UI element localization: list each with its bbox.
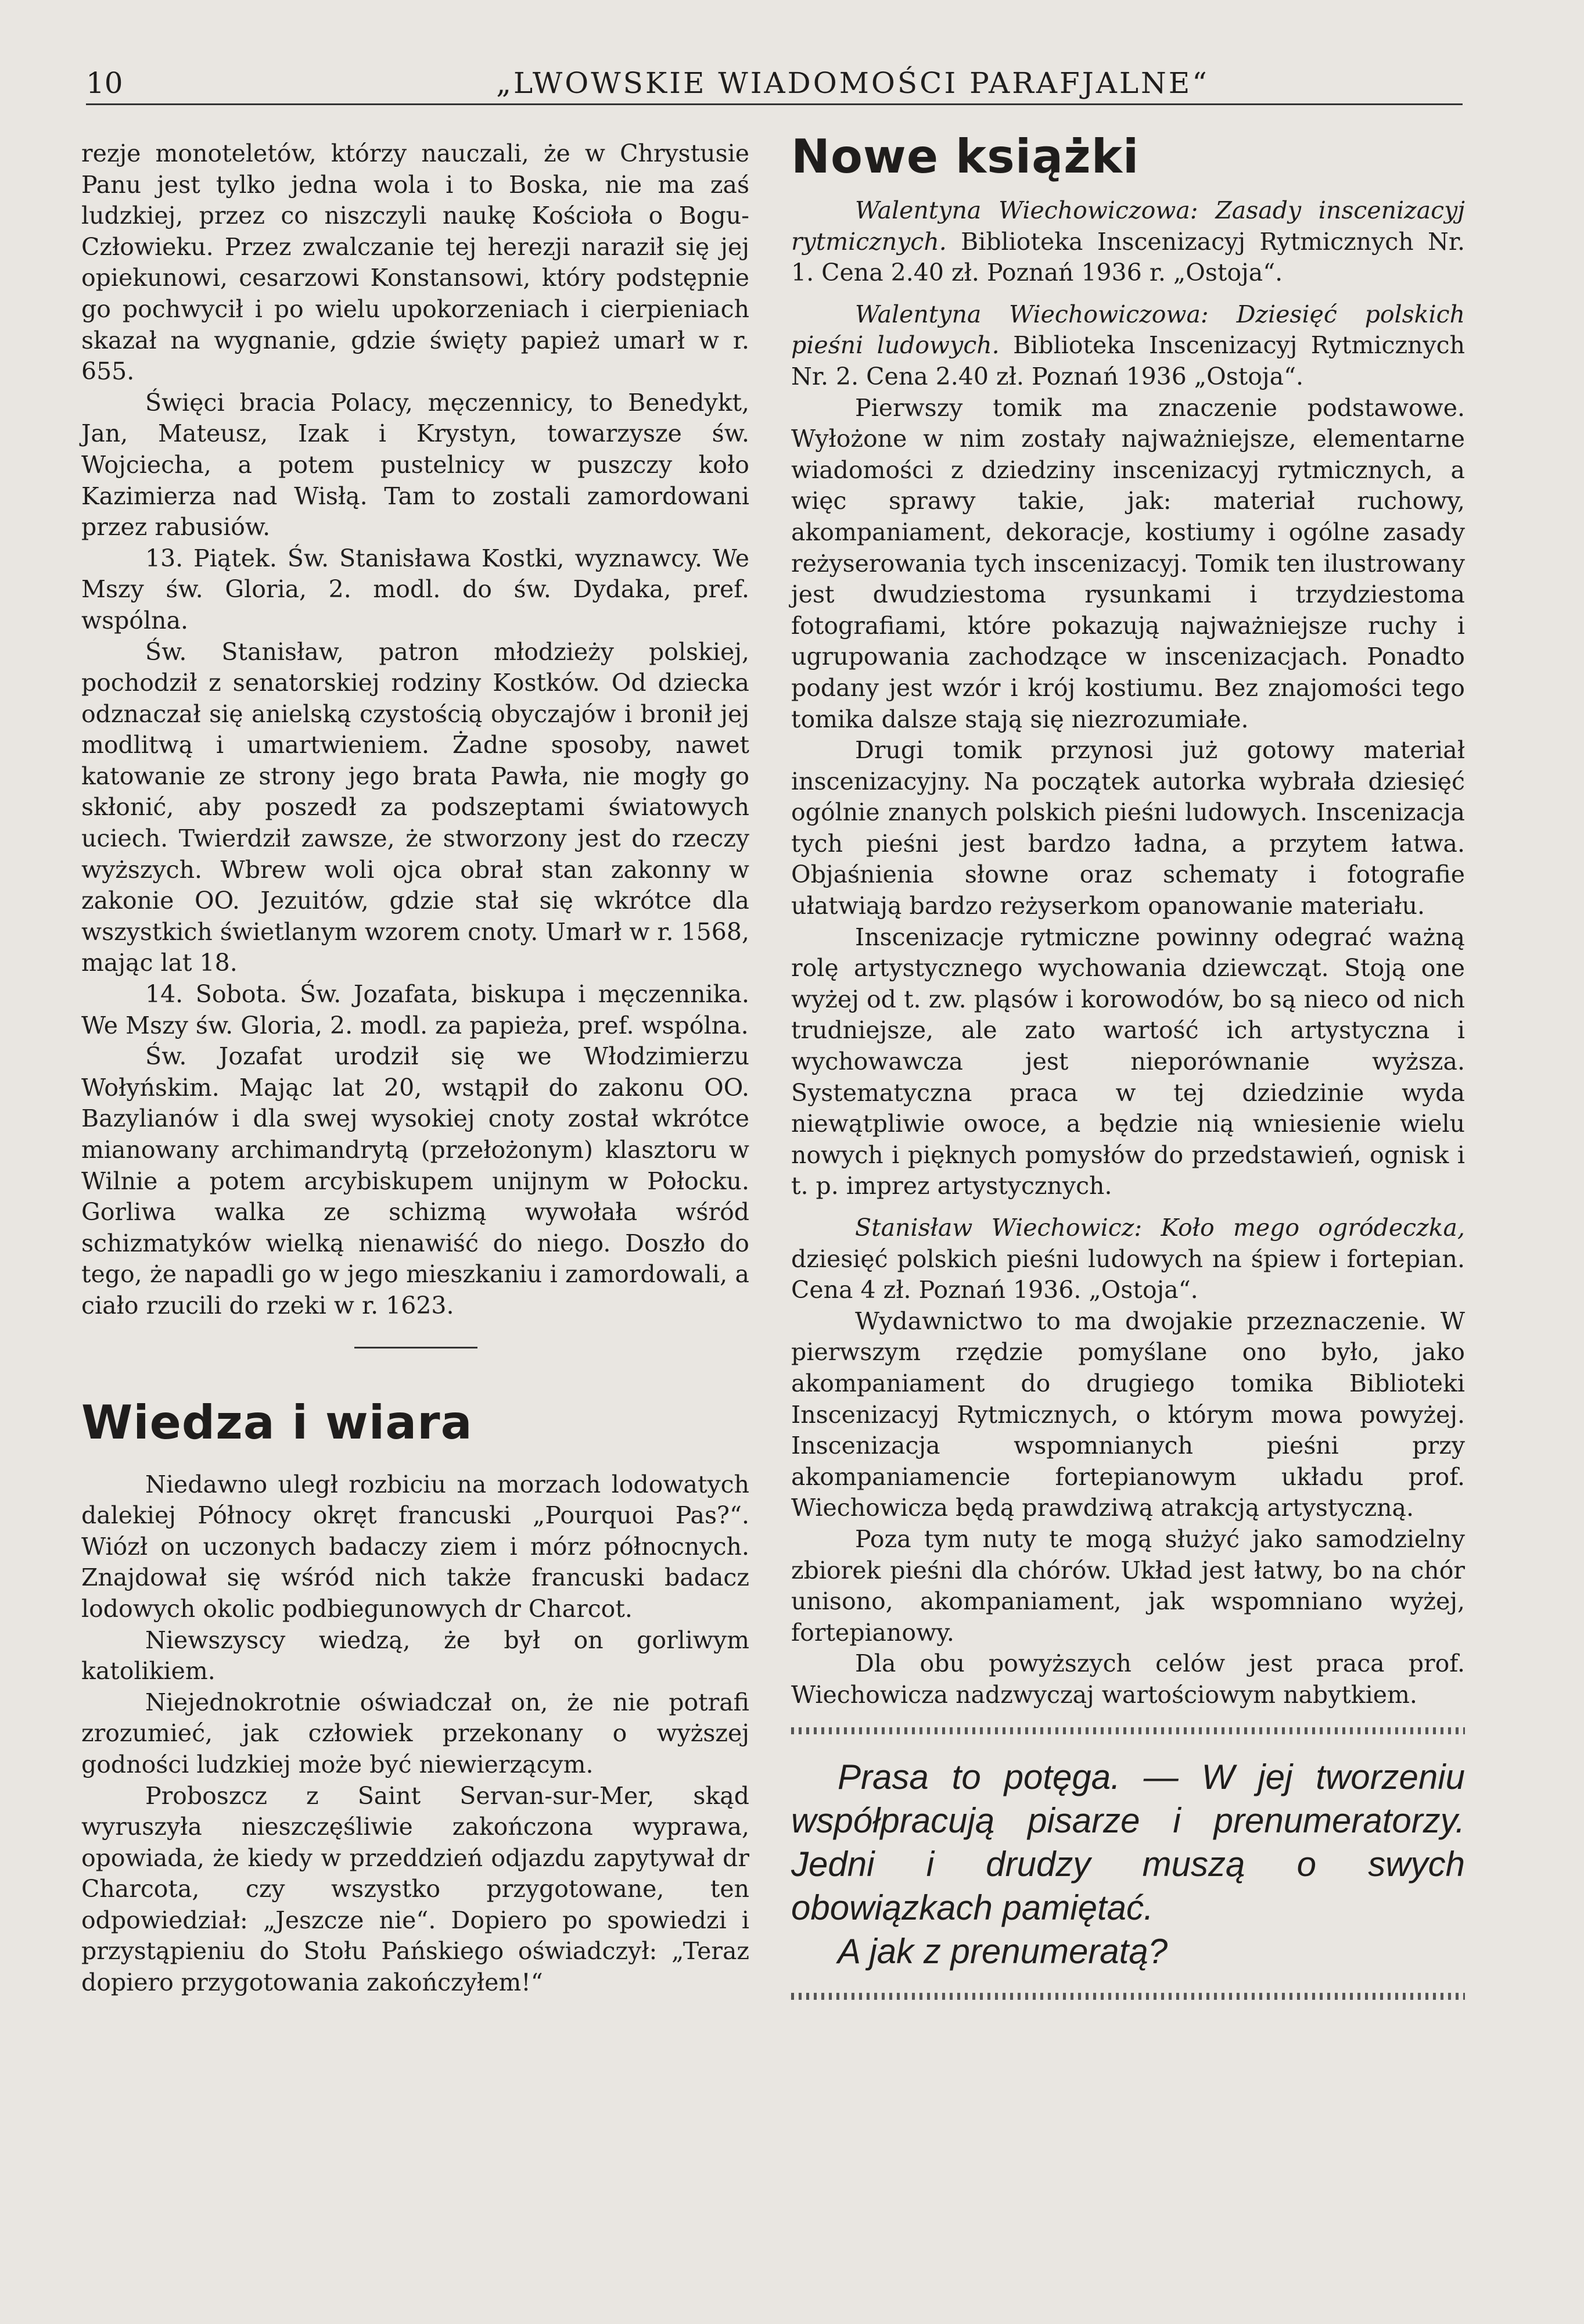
book-details: dziesięć polskich pieśni ludowych na śpiew i fortepian. Cena 4 zł. Poznań 1936. „Ostoja“. bbox=[791, 1245, 1465, 1304]
right-column bbox=[791, 130, 1465, 2000]
article-paragraph: rezje monoteletów, którzy nauczali, że w Chrystusie Panu jest tylko jedna wola i to Boska, nie ma zaś ludzkiej, przez co niszczyli naukę Kościoła o Bogu-Człowieku. Przez zwalczanie tej herezji naraził się jej opiekunowi, cesarzowi Konstansowi, który podstępnie go pochwycił i po wielu upokorzeniach i cierpieniach skazał na wygnanie, gdzie święty papież umarł w r. 655. bbox=[81, 139, 749, 386]
left-column bbox=[81, 138, 749, 1999]
book-title: Koło mego ogródeczka, bbox=[1161, 1214, 1465, 1242]
article-paragraph: Niejednokrotnie oświadczał on, że nie potrafi zrozumieć, jak człowiek przekonany o wyższej godności ludzkiej może być niewierzącym. bbox=[81, 1688, 749, 1778]
review-paragraph: Pierwszy tomik ma znaczenie podstawowe. Wyłożone w nim zostały najważniejsze, elementarne wiadomości z dziedziny inscenizacyj rytmicznych, a więc sprawy takie, jak: materiał ruchowy, akompaniament, dekoracje, kostiumy i ogólne zasady reżyserowania tych inscenizacyj. Tomik ten ilustrowany jest dwudziestoma rysunkami i trzydziestoma fotografiami, które pokazują najważniejsze ruchy i ugrupowania zachodzące w inscenizacjach. Ponadto podany jest wzór i krój kostiumu. Bez znajomości tego tomika dalsze stają się niezrozumiałe. bbox=[791, 393, 1465, 733]
article-paragraph: Święci bracia Polacy, męczennicy, to Benedykt, Jan, Mateusz, Izak i Krystyn, towarzysze św. Wojciecha, a potem pustelnicy w puszczy koło Kazimierza nad Wisłą. Tam to zostali zamordowani przez rabusiów. bbox=[81, 388, 749, 541]
subscription-notice bbox=[791, 1755, 1465, 1973]
book-details: Biblioteka Inscenizacyj Rytmicznych Nr. 2. Cena 2.40 zł. Poznań 1936 „Ostoja“. bbox=[791, 331, 1465, 390]
review-paragraph: Inscenizacje rytmiczne powinny odegrać ważną rolę artystycznego wychowania dziewcząt. Stoją one wyżej od t. zw. pląsów i korowodów, bo są nieco od nich trudniejsze, ale zato wartość ich artystyczna i wychowawcza jest nieporównanie wyższa. Systematyczna praca w tej dziedzinie wyda niewątpliwie owoce, a będzie nią wniesienie wielu nowych i pięknych pomysłów do przedstawień, ognisk i t. p. imprez artystycznych. bbox=[791, 923, 1465, 1200]
review-paragraph: Drugi tomik przynosi już gotowy materiał inscenizacyjny. Na początek autorka wybrała dziesięć ogólnie znanych polskich pieśni ludowych. Inscenizacja tych pieśni jest bardzo ładna, a przytem łatwa. Objaśnienia słowne oraz schematy i fotografie ułatwiają bardzo reżyserkom opanowanie materiału. bbox=[791, 736, 1465, 920]
book-title: Zasady inscenizacyj rytmicznych. bbox=[791, 196, 1465, 256]
book-details: Biblioteka Inscenizacyj Rytmicznych Nr. 1. Cena 2.40 zł. Poznań 1936 r. „Ostoja“. bbox=[791, 227, 1465, 287]
book-author: Walentyna Wiechowiczowa: bbox=[855, 300, 1209, 328]
notice-text: Prasa to potęga. — W jej tworzeniu współpracują pisarze i prenumeratorzy. Jedni i drudzy muszą o swych obowiązkach pamiętać. bbox=[791, 1757, 1465, 1927]
review-paragraph: Wydawnictwo to ma dwojakie przeznaczenie. W pierwszym rzędzie pomyślane ono było, jako akompaniament do drugiego tomika Biblioteki Inscenizacyj Rytmicznych, o którym mowa powyżej. Inscenizacja wspomnianych pieśni przy akompaniamencie fortepianowym układu prof. Wiechowicza będą prawdziwą atrakcją artystyczną. bbox=[791, 1307, 1465, 1522]
publication-title: „LWOWSKIE WIADOMOŚCI PARAFJALNE“ bbox=[496, 66, 1209, 100]
article-paragraph: Proboszcz z Saint Servan-sur-Mer, skąd wyruszyła nieszczęśliwie zakończona wyprawa, opowiada, że kiedy w przeddzień odjazdu zapytywał dr Charcota, czy wszystko przygotowane, ten odpowiedział: „Jeszcze nie“. Dopiero po spowiedzi i przystąpieniu do Stołu Pańskiego oświadczył: „Teraz dopiero przygotowania zakończyłem!“ bbox=[81, 1781, 749, 1997]
book-author: Stanisław Wiechowicz: bbox=[855, 1214, 1143, 1242]
section-divider bbox=[354, 1347, 477, 1349]
book-entry bbox=[791, 299, 1465, 393]
article-paragraph: Św. Stanisław, patron młodzieży polskiej, pochodził z senatorskiej rodziny Kostków. Od dziecka odznaczał się anielską czystością obyczajów i bronił jej modlitwą i umartwieniem. Żadne sposoby, nawet katowanie ze strony jego brata Pawła, nie mogły go skłonić, aby poszedł za podszeptami światowych uciech. Twierdził zawsze, że stworzony jest do rzeczy wyższych. Wbrew woli ojca obrał stan zakonny w zakonie OO. Jezuitów, gdzie stał się wkrótce dla wszystkich świetlanym wzorem cnoty. Umarł w r. 1568, mając lat 18. bbox=[81, 637, 749, 977]
review-paragraph: Dla obu powyższych celów jest praca prof. Wiechowicza nadzwyczaj wartościowym nabytkiem. bbox=[791, 1649, 1465, 1709]
book-entry bbox=[791, 1213, 1465, 1306]
ornamental-border-bottom bbox=[791, 1993, 1465, 2000]
book-entry bbox=[791, 195, 1465, 289]
section-heading-books: Nowe książki bbox=[791, 130, 1140, 184]
notice-question: A jak z prenumeratą? bbox=[838, 1931, 1168, 1971]
feast-day-entry: 14. Sobota. Św. Jozafata, biskupa i męczennika. We Mszy św. Gloria, 2. modl. za papieża, pref. wspólna. bbox=[81, 980, 749, 1039]
book-author: Walentyna Wiechowiczowa: bbox=[855, 196, 1198, 224]
ornamental-border-top bbox=[791, 1727, 1465, 1734]
feast-day-entry: 13. Piątek. Św. Stanisława Kostki, wyznawcy. We Mszy św. Gloria, 2. modl. do św. Dydaka, pref. wspólna. bbox=[81, 544, 749, 634]
page-number: 10 bbox=[86, 66, 123, 100]
section-heading-wiedza: Wiedza i wiara bbox=[81, 1395, 473, 1450]
book-title: Dziesięć polskich pieśni ludowych. bbox=[791, 300, 1465, 360]
article-paragraph: Niedawno uległ rozbiciu na morzach lodowatych dalekiej Północy okręt francuski „Pourquoi Pas?“. Wiózł on uczonych badaczy ziem i mórz północnych. Znajdował się wśród nich także francuski badacz lodowych okolic podbiegunowych dr Charcot. bbox=[81, 1470, 749, 1623]
review-paragraph: Poza tym nuty te mogą służyć jako samodzielny zbiorek pieśni dla chórów. Układ jest łatwy, bo na chór unisono, akompaniament, jak wspomniano wyżej, fortepianowy. bbox=[791, 1525, 1465, 1647]
page-header bbox=[86, 63, 1463, 105]
article-paragraph: Niewszyscy wiedzą, że był on gorliwym katolikiem. bbox=[81, 1626, 749, 1685]
article-paragraph: Św. Jozafat urodził się we Włodzimierzu Wołyńskim. Mając lat 20, wstąpił do zakonu OO. Bazylianów i dla swej wysokiej cnoty został wkrótce mianowany archimandrytą (przełożonym) klasztoru w Wilnie a potem arcybiskupem unijnym w Połocku. Gorliwa walka ze schizmą wywołała wśród schizmatyków wielką nienawiść do niego. Doszło do tego, że napadli go w jego mieszkaniu i zamordowali, a ciało rzucili do rzeki w r. 1623. bbox=[81, 1042, 749, 1319]
